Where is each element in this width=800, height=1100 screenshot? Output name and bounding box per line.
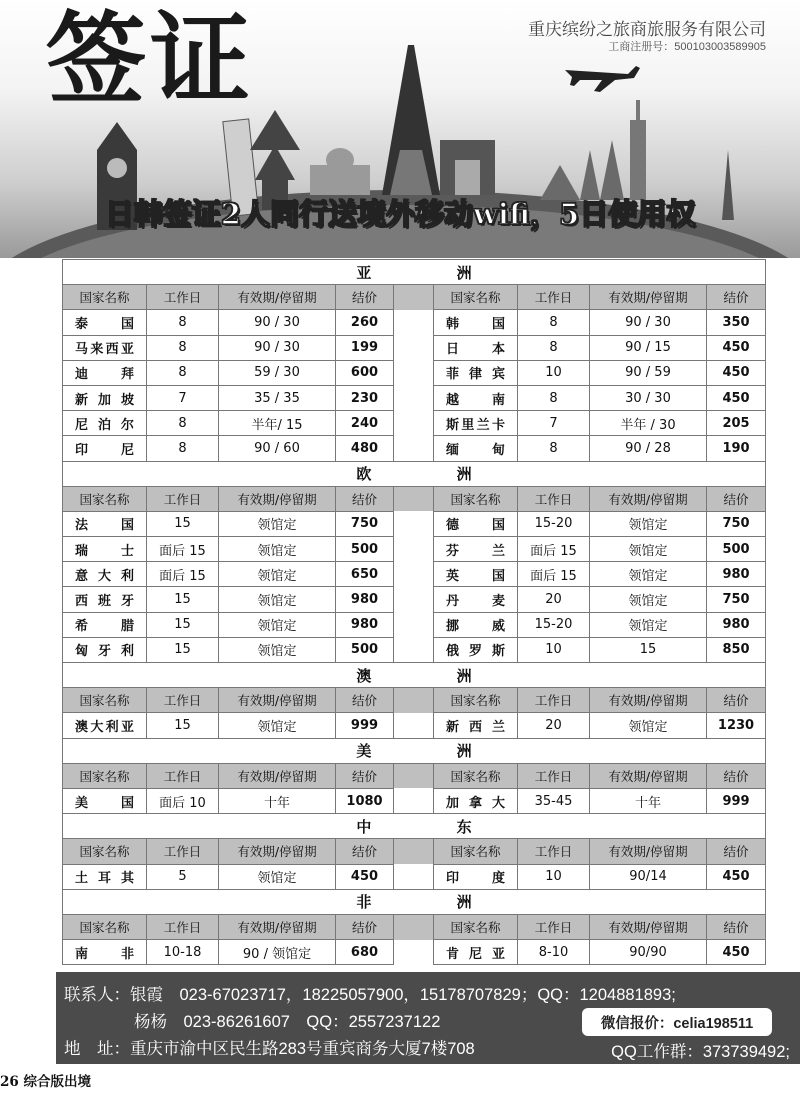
region-name: 中 东 — [356, 817, 512, 836]
column-gap — [394, 637, 434, 662]
column-header: 结价 — [336, 839, 394, 864]
country-name: 法国 — [63, 511, 147, 536]
country-name: 肯尼亚 — [434, 940, 518, 965]
price: 999 — [707, 788, 766, 813]
country-name: 印度 — [434, 864, 518, 889]
processing-days: 15 — [147, 637, 219, 662]
country-name: 韩国 — [434, 310, 518, 335]
column-header: 结价 — [336, 285, 394, 310]
column-header: 工作日 — [147, 763, 219, 788]
processing-days: 10-18 — [147, 940, 219, 965]
price: 980 — [707, 562, 766, 587]
table-row — [63, 385, 766, 410]
column-gap — [394, 285, 434, 310]
column-header: 工作日 — [147, 839, 219, 864]
table-row — [63, 587, 766, 612]
processing-days: 15 — [147, 713, 219, 738]
region-header — [63, 814, 766, 839]
price: 600 — [336, 360, 394, 385]
column-header: 工作日 — [518, 285, 590, 310]
validity-stay: 领馆定 — [590, 511, 707, 536]
price: 240 — [336, 411, 394, 436]
processing-days: 7 — [147, 385, 219, 410]
column-header: 有效期/停留期 — [590, 688, 707, 713]
region-name: 美 洲 — [356, 742, 512, 761]
country-name: 越南 — [434, 385, 518, 410]
table-row — [63, 335, 766, 360]
processing-days: 面后 15 — [518, 537, 590, 562]
column-header-row — [63, 688, 766, 713]
column-header: 工作日 — [147, 486, 219, 511]
price: 1080 — [336, 788, 394, 813]
processing-days: 10 — [518, 360, 590, 385]
processing-days: 7 — [518, 411, 590, 436]
validity-stay: 90 / 15 — [590, 335, 707, 360]
validity-stay: 90 / 30 — [219, 335, 336, 360]
validity-stay: 领馆定 — [590, 713, 707, 738]
country-name: 缅甸 — [434, 436, 518, 461]
price: 850 — [707, 637, 766, 662]
price: 750 — [707, 511, 766, 536]
column-gap — [394, 864, 434, 889]
column-header: 工作日 — [518, 763, 590, 788]
column-gap — [394, 612, 434, 637]
column-header: 结价 — [336, 688, 394, 713]
column-header: 有效期/停留期 — [219, 839, 336, 864]
processing-days: 20 — [518, 713, 590, 738]
table-row — [63, 562, 766, 587]
column-gap — [394, 360, 434, 385]
validity-stay: 35 / 35 — [219, 385, 336, 410]
statue-of-liberty-icon — [630, 100, 646, 200]
price: 980 — [336, 587, 394, 612]
price: 750 — [707, 587, 766, 612]
column-header: 国家名称 — [63, 486, 147, 511]
validity-stay: 90 / 30 — [219, 310, 336, 335]
region-name: 亚 洲 — [356, 263, 512, 282]
price: 205 — [707, 411, 766, 436]
processing-days: 面后 10 — [147, 788, 219, 813]
price: 450 — [707, 385, 766, 410]
region-header — [63, 889, 766, 914]
column-header: 国家名称 — [434, 839, 518, 864]
column-header: 国家名称 — [63, 688, 147, 713]
column-gap — [394, 562, 434, 587]
column-header: 结价 — [707, 839, 766, 864]
column-header: 有效期/停留期 — [219, 688, 336, 713]
country-name: 土耳其 — [63, 864, 147, 889]
column-gap — [394, 537, 434, 562]
country-name: 挪威 — [434, 612, 518, 637]
column-header: 有效期/停留期 — [590, 285, 707, 310]
country-name: 尼泊尔 — [63, 411, 147, 436]
column-header: 结价 — [707, 486, 766, 511]
column-header: 工作日 — [147, 914, 219, 939]
column-header: 有效期/停留期 — [590, 914, 707, 939]
column-gap — [394, 839, 434, 864]
price: 190 — [707, 436, 766, 461]
column-header: 结价 — [336, 914, 394, 939]
country-name: 新西兰 — [434, 713, 518, 738]
validity-stay: 90 / 30 — [590, 310, 707, 335]
price: 450 — [707, 940, 766, 965]
processing-days: 8 — [147, 310, 219, 335]
column-header: 有效期/停留期 — [590, 486, 707, 511]
processing-days: 面后 15 — [147, 537, 219, 562]
column-header: 国家名称 — [63, 914, 147, 939]
cathedral-icon — [540, 140, 624, 200]
column-header: 国家名称 — [434, 285, 518, 310]
column-gap — [394, 436, 434, 461]
column-header: 结价 — [336, 486, 394, 511]
table-row — [63, 411, 766, 436]
validity-stay: 90 / 领馆定 — [219, 940, 336, 965]
validity-stay: 领馆定 — [219, 713, 336, 738]
region-header — [63, 461, 766, 486]
promo-banner: 日韩签证2人同行送境外移动wifi，5日使用权 — [104, 197, 696, 231]
processing-days: 15 — [147, 587, 219, 612]
contact-footer — [56, 972, 800, 1064]
region-header — [63, 663, 766, 688]
column-header: 结价 — [336, 763, 394, 788]
country-name: 斯里兰卡 — [434, 411, 518, 436]
column-header: 工作日 — [518, 914, 590, 939]
validity-stay: 90 / 59 — [590, 360, 707, 385]
column-header-row — [63, 285, 766, 310]
column-header: 国家名称 — [434, 914, 518, 939]
taj-mahal-icon — [310, 148, 370, 195]
validity-stay: 15 — [590, 637, 707, 662]
processing-days: 8-10 — [518, 940, 590, 965]
price: 999 — [336, 713, 394, 738]
country-name: 印尼 — [63, 436, 147, 461]
country-name: 俄罗斯 — [434, 637, 518, 662]
column-header: 国家名称 — [63, 763, 147, 788]
validity-stay: 90/90 — [590, 940, 707, 965]
processing-days: 35-45 — [518, 788, 590, 813]
column-header-row — [63, 839, 766, 864]
country-name: 菲律宾 — [434, 360, 518, 385]
airplane-icon — [565, 66, 640, 92]
validity-stay: 领馆定 — [219, 864, 336, 889]
validity-stay: 30 / 30 — [590, 385, 707, 410]
validity-stay: 半年/ 15 — [219, 411, 336, 436]
validity-stay: 领馆定 — [590, 587, 707, 612]
country-name: 英国 — [434, 562, 518, 587]
column-header-row — [63, 763, 766, 788]
table-row — [63, 788, 766, 813]
validity-stay: 十年 — [219, 788, 336, 813]
column-header: 结价 — [707, 285, 766, 310]
table-row — [63, 511, 766, 536]
table-row — [63, 612, 766, 637]
validity-stay: 领馆定 — [590, 537, 707, 562]
page-title: 签证 — [46, 0, 254, 118]
price: 650 — [336, 562, 394, 587]
qq-group-line: QQ工作群：373739492; — [611, 1043, 790, 1061]
table-row — [63, 436, 766, 461]
column-header: 工作日 — [147, 285, 219, 310]
country-name: 泰国 — [63, 310, 147, 335]
country-name: 美国 — [63, 788, 147, 813]
country-name: 新加坡 — [63, 385, 147, 410]
validity-stay: 十年 — [590, 788, 707, 813]
column-header-row — [63, 486, 766, 511]
country-name: 马来西亚 — [63, 335, 147, 360]
region-header — [63, 738, 766, 763]
column-header: 国家名称 — [434, 688, 518, 713]
country-name: 澳大利亚 — [63, 713, 147, 738]
column-gap — [394, 788, 434, 813]
company-name: 重庆缤纷之旅商旅服务有限公司 — [528, 20, 766, 39]
column-header: 工作日 — [518, 688, 590, 713]
processing-days: 10 — [518, 864, 590, 889]
table-row — [63, 864, 766, 889]
validity-stay: 90/14 — [590, 864, 707, 889]
country-name: 匈牙利 — [63, 637, 147, 662]
validity-stay: 90 / 60 — [219, 436, 336, 461]
validity-stay: 领馆定 — [219, 562, 336, 587]
country-name: 加拿大 — [434, 788, 518, 813]
visa-price-table — [62, 259, 766, 965]
price: 480 — [336, 436, 394, 461]
processing-days: 面后 15 — [518, 562, 590, 587]
address-line: 地 址：重庆市渝中区民生路283号重宾商务大厦7楼708 — [64, 1040, 475, 1058]
column-header: 有效期/停留期 — [219, 763, 336, 788]
price: 680 — [336, 940, 394, 965]
eiffel-tower-icon — [382, 45, 440, 195]
column-gap — [394, 940, 434, 965]
column-gap — [394, 486, 434, 511]
column-header: 国家名称 — [434, 486, 518, 511]
processing-days: 面后 15 — [147, 562, 219, 587]
company-registration: 工商注册号：500103003589905 — [608, 41, 766, 53]
processing-days: 15-20 — [518, 511, 590, 536]
country-name: 德国 — [434, 511, 518, 536]
column-header: 有效期/停留期 — [219, 486, 336, 511]
column-header: 工作日 — [147, 688, 219, 713]
country-name: 日本 — [434, 335, 518, 360]
price: 500 — [707, 537, 766, 562]
price: 450 — [707, 335, 766, 360]
region-name: 非 洲 — [356, 893, 512, 912]
column-header: 国家名称 — [434, 763, 518, 788]
processing-days: 15 — [147, 612, 219, 637]
table-row — [63, 537, 766, 562]
validity-stay: 半年 / 30 — [590, 411, 707, 436]
country-name: 意大利 — [63, 562, 147, 587]
column-gap — [394, 587, 434, 612]
column-gap — [394, 763, 434, 788]
validity-stay: 领馆定 — [219, 511, 336, 536]
price: 230 — [336, 385, 394, 410]
region-header — [63, 260, 766, 285]
column-header: 结价 — [707, 763, 766, 788]
column-header: 国家名称 — [63, 285, 147, 310]
processing-days: 8 — [518, 385, 590, 410]
processing-days: 8 — [147, 335, 219, 360]
table-row — [63, 637, 766, 662]
column-gap — [394, 914, 434, 939]
validity-stay: 领馆定 — [590, 562, 707, 587]
column-gap — [394, 688, 434, 713]
processing-days: 8 — [518, 335, 590, 360]
country-name: 芬兰 — [434, 537, 518, 562]
price: 750 — [336, 511, 394, 536]
processing-days: 8 — [147, 360, 219, 385]
price: 350 — [707, 310, 766, 335]
column-gap — [394, 335, 434, 360]
processing-days: 15 — [147, 511, 219, 536]
price: 450 — [336, 864, 394, 889]
arc-de-triomphe-icon — [440, 140, 495, 195]
region-name: 欧 洲 — [356, 465, 512, 484]
validity-stay: 领馆定 — [219, 587, 336, 612]
country-name: 迪拜 — [63, 360, 147, 385]
processing-days: 5 — [147, 864, 219, 889]
validity-stay: 59 / 30 — [219, 360, 336, 385]
processing-days: 20 — [518, 587, 590, 612]
country-name: 西班牙 — [63, 587, 147, 612]
price: 500 — [336, 537, 394, 562]
validity-stay: 领馆定 — [219, 612, 336, 637]
column-header: 结价 — [707, 688, 766, 713]
contact-line-secondary: 杨杨 023-86261607 QQ：2557237122 — [134, 1013, 441, 1031]
column-header: 有效期/停留期 — [219, 285, 336, 310]
price: 260 — [336, 310, 394, 335]
price: 980 — [336, 612, 394, 637]
country-name: 丹麦 — [434, 587, 518, 612]
table-row — [63, 940, 766, 965]
page-label: 26 综合版出境 — [0, 1074, 91, 1090]
price: 500 — [336, 637, 394, 662]
table-row — [63, 360, 766, 385]
column-header: 有效期/停留期 — [590, 839, 707, 864]
header-banner — [0, 0, 800, 258]
column-gap — [394, 310, 434, 335]
table-row — [63, 310, 766, 335]
country-name: 南非 — [63, 940, 147, 965]
column-gap — [394, 511, 434, 536]
region-name: 澳 洲 — [356, 666, 512, 685]
column-header: 工作日 — [518, 486, 590, 511]
country-name: 瑞士 — [63, 537, 147, 562]
processing-days: 10 — [518, 637, 590, 662]
validity-stay: 领馆定 — [219, 537, 336, 562]
wechat-quote-badge: 微信报价：celia198511 — [582, 1008, 772, 1036]
price: 1230 — [707, 713, 766, 738]
price: 450 — [707, 360, 766, 385]
column-header: 国家名称 — [63, 839, 147, 864]
validity-stay: 领馆定 — [590, 612, 707, 637]
country-name: 希腊 — [63, 612, 147, 637]
column-header: 有效期/停留期 — [590, 763, 707, 788]
validity-stay: 领馆定 — [219, 637, 336, 662]
column-gap — [394, 713, 434, 738]
column-header: 工作日 — [518, 839, 590, 864]
price: 450 — [707, 864, 766, 889]
price: 199 — [336, 335, 394, 360]
price: 980 — [707, 612, 766, 637]
column-header-row — [63, 914, 766, 939]
processing-days: 15-20 — [518, 612, 590, 637]
processing-days: 8 — [518, 436, 590, 461]
processing-days: 8 — [518, 310, 590, 335]
column-gap — [394, 385, 434, 410]
column-gap — [394, 411, 434, 436]
processing-days: 8 — [147, 411, 219, 436]
processing-days: 8 — [147, 436, 219, 461]
column-header: 有效期/停留期 — [219, 914, 336, 939]
contact-line-primary: 联系人：银霞 023-67023717，18225057900，15178707829；QQ：1204881893; — [64, 986, 676, 1004]
validity-stay: 90 / 28 — [590, 436, 707, 461]
table-row — [63, 713, 766, 738]
column-header: 结价 — [707, 914, 766, 939]
